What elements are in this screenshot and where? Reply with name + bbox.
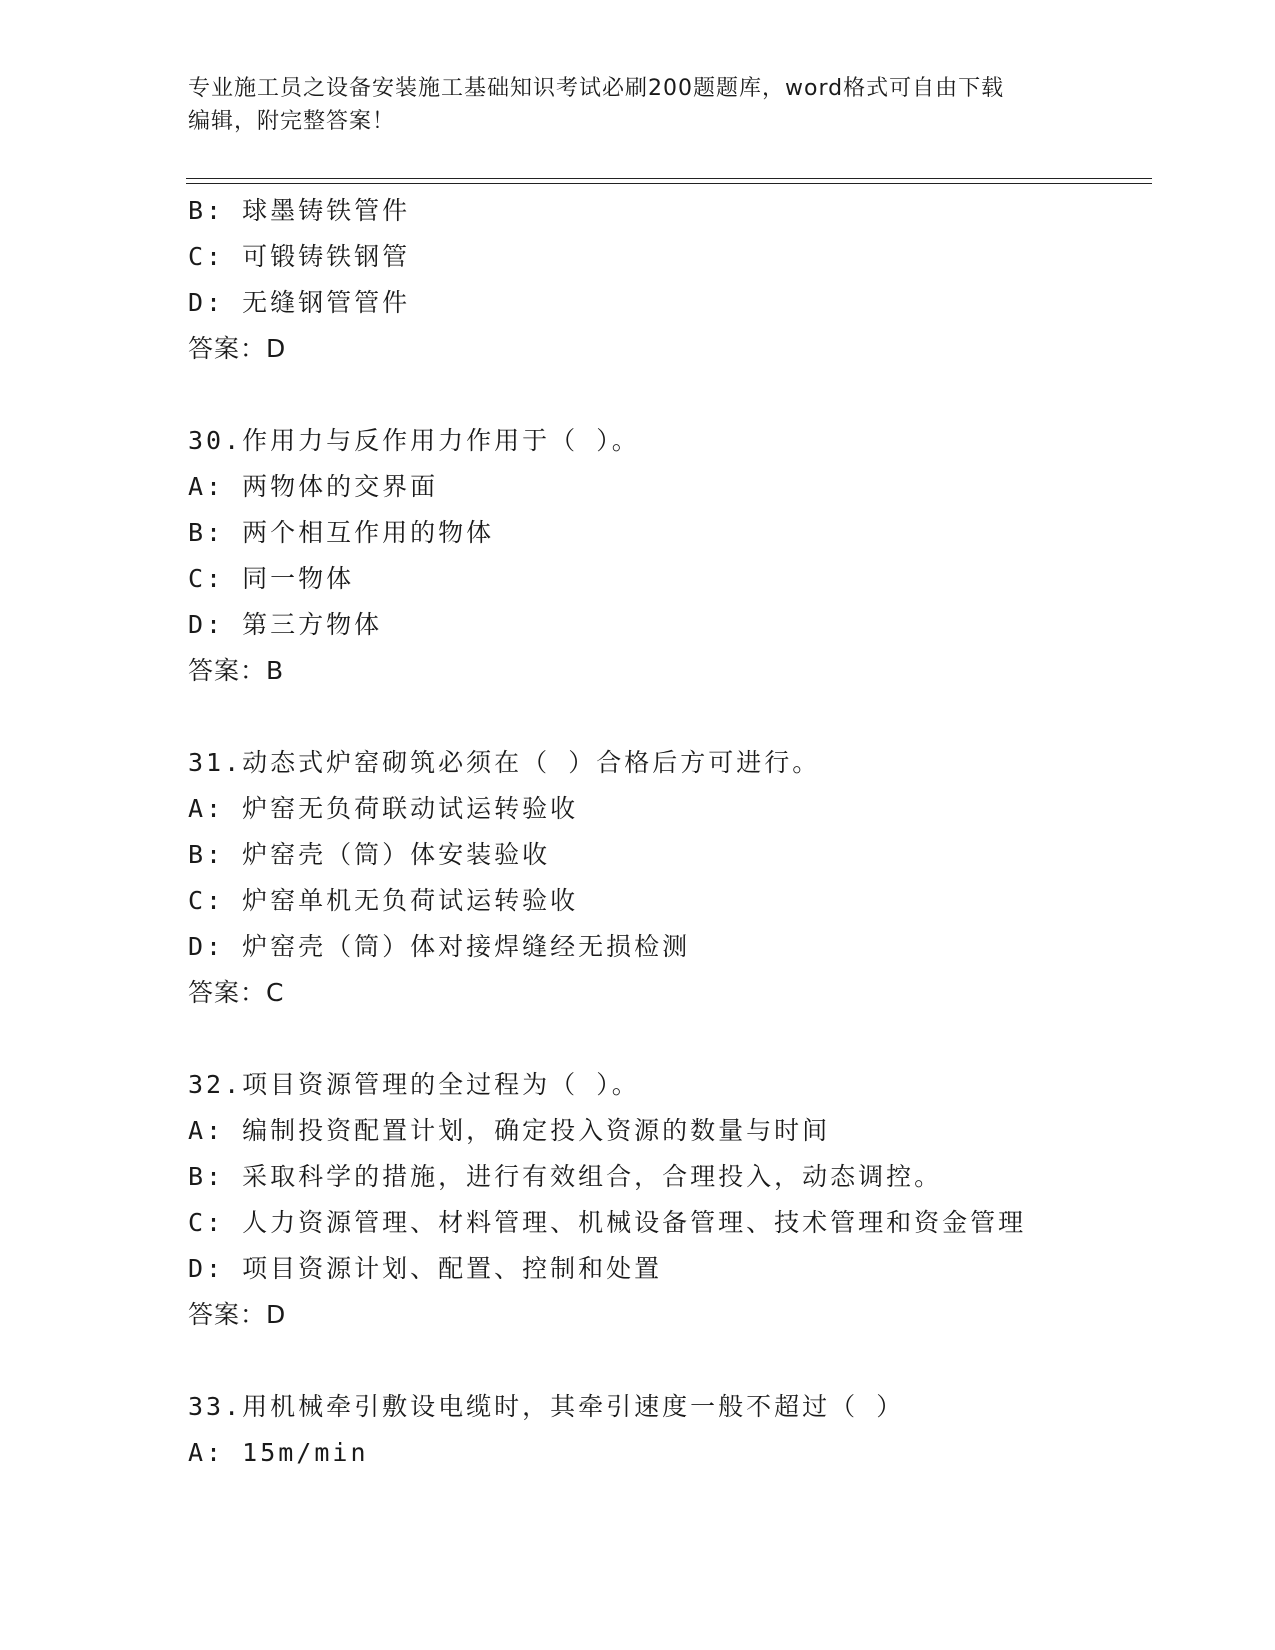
option-d: D: 项目资源计划、配置、控制和处置 (188, 1254, 663, 1283)
option-c: C: 炉窑单机无负荷试运转验收 (188, 886, 579, 915)
option-c: C: 同一物体 (188, 564, 355, 593)
answer-line: 答案：C (188, 978, 285, 1007)
option-d: D: 无缝钢管管件 (188, 288, 411, 317)
option-a: A: 15m/min (188, 1438, 369, 1467)
option-b: B: 炉窑壳（筒）体安装验收 (188, 840, 551, 869)
header-line-2: 编辑，附完整答案！ (188, 109, 396, 134)
option-a: A: 编制投资配置计划，确定投入资源的数量与时间 (188, 1116, 831, 1145)
answer-line: 答案：D (188, 1300, 287, 1329)
question-33 (188, 1384, 1148, 1476)
option-a: A: 两物体的交界面 (188, 472, 439, 501)
option-d: D: 炉窑壳（筒）体对接焊缝经无损检测 (188, 932, 691, 961)
question-list (188, 188, 1148, 1476)
header-divider-bottom (186, 183, 1152, 184)
header-line-1: 专业施工员之设备安装施工基础知识考试必刷200题题库，word格式可自由下载 (188, 76, 1005, 101)
document-header (188, 72, 1088, 138)
answer-line: 答案：B (188, 656, 285, 685)
question-29-partial (188, 188, 1148, 372)
question-stem: 33.用机械牵引敷设电缆时，其牵引速度一般不超过（ ） (188, 1392, 905, 1421)
question-32 (188, 1062, 1148, 1338)
option-c: C: 可锻铸铁钢管 (188, 242, 411, 271)
answer-line: 答案：D (188, 334, 287, 363)
question-30 (188, 418, 1148, 694)
option-b: B: 球墨铸铁管件 (188, 196, 411, 225)
option-d: D: 第三方物体 (188, 610, 383, 639)
question-stem: 30.作用力与反作用力作用于（ ）。 (188, 426, 640, 455)
option-b: B: 两个相互作用的物体 (188, 518, 495, 547)
question-stem: 31.动态式炉窑砌筑必须在（ ）合格后方可进行。 (188, 748, 821, 777)
option-b: B: 采取科学的措施，进行有效组合，合理投入，动态调控。 (188, 1162, 943, 1191)
question-31 (188, 740, 1148, 1016)
option-c: C: 人力资源管理、材料管理、机械设备管理、技术管理和资金管理 (188, 1208, 1027, 1237)
option-a: A: 炉窑无负荷联动试运转验收 (188, 794, 579, 823)
header-divider-top (186, 178, 1152, 179)
question-stem: 32.项目资源管理的全过程为（ ）。 (188, 1070, 640, 1099)
